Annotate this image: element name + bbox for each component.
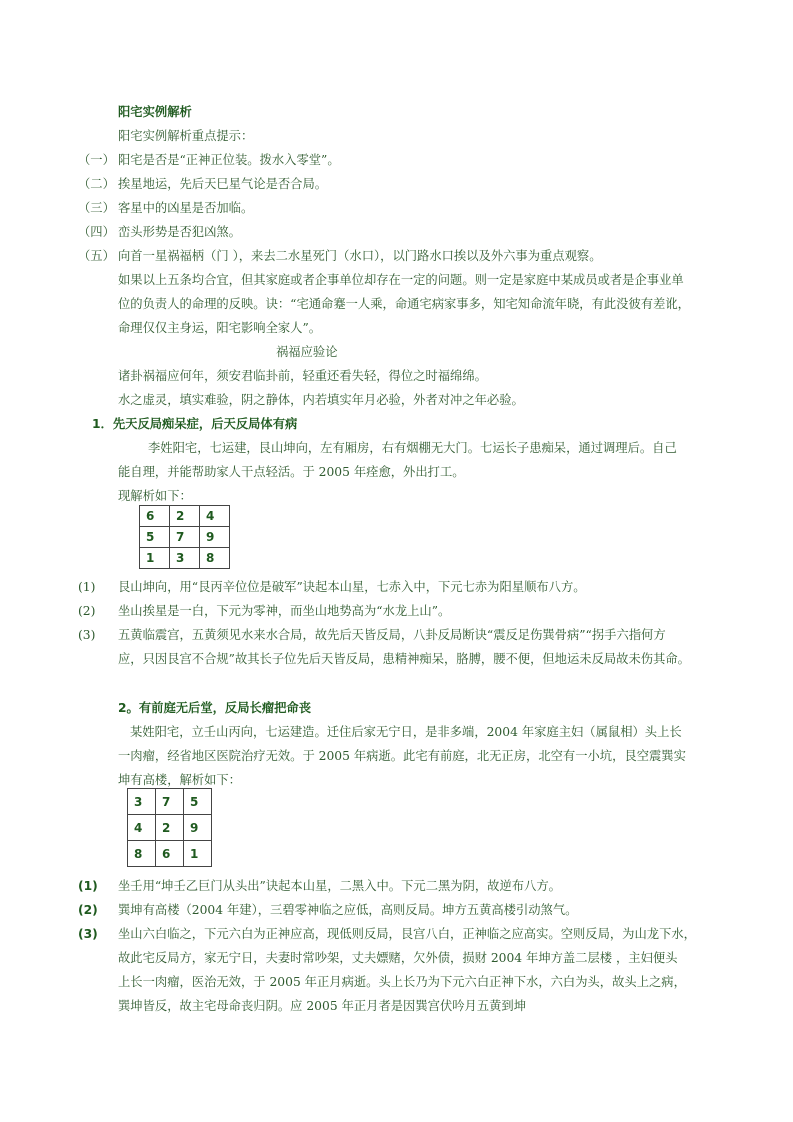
- grid-cell: 8: [200, 548, 230, 569]
- grid-cell: 2: [170, 506, 200, 527]
- note-marker: (1): [78, 580, 96, 594]
- case1-star-grid: [139, 505, 230, 569]
- case2-star-grid: [127, 788, 212, 867]
- note-text: 坐山六白临之，下元六白为正神应高，现低则反局，艮宫八白，正神临之应高实。空则反局，为山龙下水，: [118, 927, 696, 941]
- grid-cell: 1: [184, 841, 212, 867]
- note-text: 故此宅反局方，家无宁日，夫妻时常吵架，丈夫嫖赌，欠外债，损财 2004 年坤方盖二层楼 ，主妇便头: [118, 951, 678, 965]
- note-text: 坐山挨星是一白，下元为零神，而坐山地势高为“水龙上山”。: [118, 604, 451, 618]
- paragraph-line: 位的负责人的命理的反映。诀：“宅通命蹇一人乘，命通宅病家事多，知宅知命流年晓，有此没彼有差讹，: [118, 297, 690, 311]
- paragraph-line: 李姓阳宅，七运建，艮山坤向，左有厢房，右有烟棚无大门。七运长子患痴呆，通过调理后。自己: [148, 441, 677, 455]
- paragraph-line: 诸卦祸福应何年，须安君临卦前，轻重还看失轻，得位之时福绵绵。: [118, 369, 487, 383]
- grid-cell: 8: [128, 841, 156, 867]
- note-text: 应，只因艮宫不合规”故其长子位先后天皆反局，患精神痴呆，胳膊，腰不便，但地运未反局故未伤其命。: [118, 652, 690, 666]
- grid-cell: 5: [184, 789, 212, 815]
- grid-cell: 9: [184, 815, 212, 841]
- point-marker: （三）: [78, 201, 115, 215]
- note-text: 坐壬用“坤壬乙巨门从头出”诀起本山星，二黑入中。下元二黑为阴，故逆布八方。: [118, 879, 561, 893]
- paragraph-line: 能自理，并能帮助家人干点轻活。于 2005 年痊愈，外出打工。: [118, 465, 465, 479]
- grid-cell: 4: [200, 506, 230, 527]
- point-marker: （二）: [78, 177, 115, 191]
- paragraph-line: 水之虚灵，填实难验，阴之静体，内若填实年月必验，外者对冲之年必验。: [118, 393, 524, 407]
- subtitle: 祸福应验论: [276, 345, 338, 359]
- note-text: 五黄临震宫，五黄须见水来水合局，故先后天皆反局，八卦反局断诀“震反足伤巽骨病”“拐手六指何方: [118, 628, 666, 642]
- point-marker: （一）: [78, 153, 115, 167]
- point-text: 向首一星祸福柄（门 ），来去二水星死门（水口），以门路水口挨以及外六事为重点观察。: [118, 249, 602, 263]
- note-marker: (3): [78, 927, 98, 941]
- paragraph-line: 一肉瘤，经省地区医院治疗无效。于 2005 年病逝。此宅有前庭，北无正房，北空有一小坑，艮空震巽实: [118, 749, 686, 763]
- note-text: 上长一肉瘤，医治无效，于 2005 年正月病逝。头上长乃为下元六白正神下水，六白为头，故头上之病，: [118, 975, 686, 989]
- note-text: 巽坤有高楼（2004 年建），三碧零神临之应低，高则反局。坤方五黄高楼引动煞气。: [118, 903, 578, 917]
- paragraph-line: 坤有高楼，解析如下：: [118, 773, 241, 787]
- paragraph-line: 现解析如下：: [118, 489, 192, 503]
- note-marker: (3): [78, 628, 96, 642]
- grid-cell: 4: [128, 815, 156, 841]
- intro-text: 阳宅实例解析重点提示：: [118, 129, 254, 143]
- note-marker: (2): [78, 604, 96, 618]
- point-marker: （四）: [78, 225, 115, 239]
- point-text: 峦头形势是否犯凶煞。: [118, 225, 241, 239]
- grid-cell: 6: [156, 841, 184, 867]
- grid-cell: 7: [170, 527, 200, 548]
- grid-cell: 7: [156, 789, 184, 815]
- paragraph-line: 如果以上五条均合宜，但其家庭或者企事单位却存在一定的问题。则一定是家庭中某成员或者是企事业单: [118, 273, 684, 287]
- grid-cell: 2: [156, 815, 184, 841]
- note-text: 艮山坤向，用“艮丙辛位位是破军”诀起本山星，七赤入中，下元七赤为阳星顺布八方。: [118, 580, 586, 594]
- grid-cell: 3: [170, 548, 200, 569]
- case2-heading: 2。有前庭无后堂，反局长瘤把命丧: [118, 701, 312, 715]
- grid-cell: 1: [140, 548, 170, 569]
- case1-heading: 1．先天反局痴呆症，后天反局体有病: [92, 417, 298, 431]
- point-marker: （五）: [78, 249, 115, 263]
- point-text: 阳宅是否是“正神正位装。拨水入零堂”。: [118, 153, 340, 167]
- grid-cell: 5: [140, 527, 170, 548]
- note-marker: (2): [78, 903, 98, 917]
- paragraph-line: 某姓阳宅，立壬山丙向，七运建造。迁住后家无宁日，是非多端，2004 年家庭主妇（属鼠相）头上长: [130, 725, 682, 739]
- grid-cell: 9: [200, 527, 230, 548]
- note-marker: (1): [78, 879, 98, 893]
- point-text: 客星中的凶星是否加临。: [118, 201, 254, 215]
- paragraph-line: 命理仅仅主身运，阳宅影响全家人”。: [118, 321, 322, 335]
- grid-cell: 3: [128, 789, 156, 815]
- point-text: 挨星地运，先后天巳星气论是否合局。: [118, 177, 328, 191]
- grid-cell: 6: [140, 506, 170, 527]
- document-title: 阳宅实例解析: [118, 105, 192, 119]
- note-text: 巽坤皆反，故主宅母命丧归阴。应 2005 年正月者是因巽宫伏吟月五黄到坤: [118, 999, 527, 1013]
